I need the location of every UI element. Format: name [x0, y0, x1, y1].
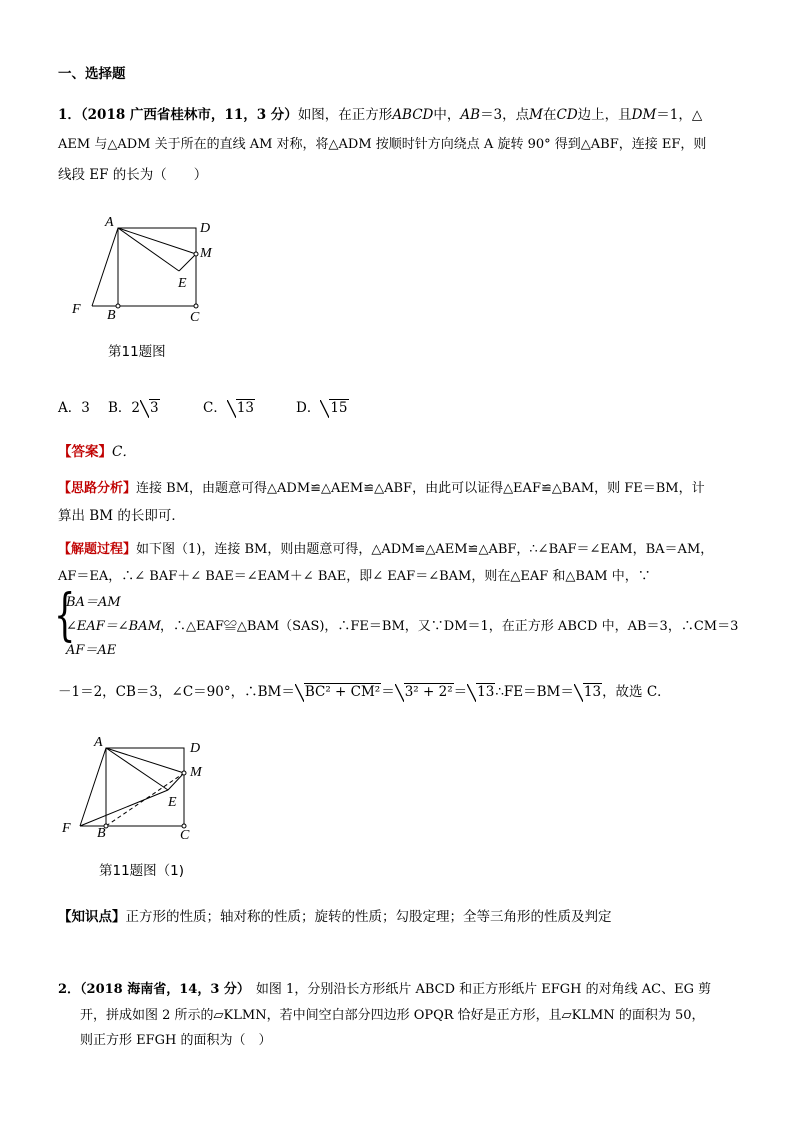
label-d: D: [190, 741, 201, 756]
calc-rad3: 13: [477, 684, 495, 700]
q1-stem-line1: [58, 103, 702, 123]
answer-line: [58, 440, 136, 460]
option-b-rad: 3: [150, 400, 159, 416]
calc-text: ∴FE＝BM＝: [495, 684, 574, 700]
q2-text: 如图 1，分别沿长方形纸片 ABCD 和正方形纸片 EFGH 的对角线 AC、EG 剪: [255, 982, 712, 997]
option-d-label: D．: [296, 400, 321, 416]
system-brace: {: [54, 583, 76, 648]
calc-eq: ＝: [453, 684, 468, 700]
system-eq3: AF＝AE: [66, 643, 117, 658]
label-e: E: [168, 795, 177, 810]
point-m: [182, 771, 186, 775]
q1-stem-line3: 线段 EF 的长为（ ）: [58, 167, 208, 183]
knowledge-text: 正方形的性质；轴对称的性质；旋转的性质；勾股定理；全等三角形的性质及判定: [125, 909, 612, 925]
calc-rad1: BC² + CM²: [304, 684, 381, 700]
system-conclusion: ，∴△EAF≌△BAM（SAS)，∴FE＝BM，又∵DM＝1，在正方形 ABCD 中，AB＝3，∴CM＝3: [160, 619, 739, 634]
answer-tag: 【答案】: [58, 444, 112, 460]
label-f: F: [62, 821, 71, 836]
segment-em: [179, 254, 196, 271]
process-text: 如下图（1)，连接 BM，则由题意可得，△ADM≌△AEM≌△ABF，∴∠BAF＝∠EAM，BA＝AM，: [136, 542, 714, 557]
calc-text: ，故选 C．: [602, 684, 671, 700]
point-c: [194, 304, 198, 308]
option-b-coef: 2: [131, 400, 141, 416]
calc-rad4: 13: [583, 684, 602, 700]
segment-am: [106, 748, 184, 773]
option-d: [296, 396, 349, 416]
label-c: C: [180, 828, 190, 843]
option-c: [203, 396, 255, 416]
figure-caption: 第11题图: [108, 344, 166, 360]
point-b: [116, 304, 120, 308]
label-e: E: [178, 276, 187, 291]
option-c-rad: 13: [236, 400, 255, 416]
segment-af: [92, 228, 118, 306]
label-b: B: [107, 308, 116, 323]
q1-text: ＝3，点: [480, 107, 530, 123]
analysis-line1: [58, 477, 705, 496]
segment-ae: [106, 748, 168, 790]
calc-eq: ＝: [381, 684, 395, 700]
calc-text: －1＝2，CB＝3，∠C＝90°，∴BM＝: [58, 684, 295, 700]
segment-em: [168, 773, 184, 790]
sqrt-symbol: [574, 684, 602, 700]
q1-text: DM: [631, 107, 657, 123]
sqrt-symbol: [320, 400, 348, 416]
sqrt-symbol: [395, 684, 454, 700]
q1-source: （2018 广西省桂林市，11，3 分）: [80, 107, 298, 123]
analysis-tag: 【思路分析】: [58, 481, 137, 496]
option-c-label: C．: [203, 400, 227, 416]
point-m: [194, 252, 198, 256]
label-d: D: [200, 221, 211, 236]
q1-text: ABCD: [392, 107, 434, 123]
answer-text: C．: [112, 444, 136, 460]
label-m: M: [200, 246, 212, 261]
q2-source: （2018 海南省，14，3 分）: [80, 982, 250, 997]
sqrt-symbol: [227, 400, 255, 416]
label-f: F: [72, 302, 81, 317]
q2-line2: 开，拼成如图 2 所示的▱KLMN，若中间空白部分四边形 OPQR 恰好是正方形，且▱KLMN 的面积为 50，: [80, 1008, 705, 1023]
label-a: A: [105, 215, 114, 230]
section-title: 一、选择题: [58, 66, 126, 82]
q2-number: 2．: [58, 982, 81, 997]
q1-text: 中，: [433, 107, 461, 123]
segment-af: [80, 748, 106, 826]
process-line1: [58, 538, 713, 557]
calc-line: [58, 680, 671, 700]
analysis-line2: 算出 BM 的长即可．: [58, 508, 185, 524]
calc-rad2: 3² + 2²: [404, 684, 453, 700]
q1-number: 1．: [58, 107, 81, 123]
option-a: A．3: [58, 400, 90, 416]
q1-text: 如图，在正方形: [297, 107, 393, 123]
square-abcd: [106, 748, 184, 826]
label-m: M: [190, 765, 202, 780]
q1-text: M: [529, 107, 543, 123]
q1-text: 在: [542, 107, 557, 123]
analysis-text: 连接 BM，由题意可得△ADM≌△AEM≌△ABF，由此可以证得△EAF≌△BAM，则 FE＝BM，计: [136, 481, 705, 496]
sqrt-symbol: [467, 684, 495, 700]
option-d-rad: 15: [330, 400, 348, 416]
q1-text: 边上，且: [577, 107, 632, 123]
q1-stem-line2: AEM 与△ADM 关于所在的直线 AM 对称，将△ADM 按顺时针方向绕点 A 旋转 90° 得到△ABF，连接 EF，则: [58, 137, 707, 152]
process-line2: AF＝EA，∴∠ BAF＋∠ BAE＝∠EAM＋∠ BAE，即∠ EAF＝∠BAM，则在△EAF 和△BAM 中，∵: [58, 569, 651, 584]
segment-ae: [118, 228, 179, 271]
sqrt-symbol: [140, 400, 160, 416]
q1-text: AB: [460, 107, 481, 123]
q1-text: ＝1，△: [656, 107, 703, 123]
label-b: B: [97, 826, 106, 841]
segment-am: [118, 228, 196, 254]
label-a: A: [94, 735, 103, 750]
sqrt-symbol: [295, 684, 381, 700]
q2-line1: [58, 978, 711, 997]
process-tag: 【解题过程】: [58, 542, 137, 557]
q2-line3: 则正方形 EFGH 的面积为（ ）: [80, 1033, 272, 1048]
option-b-label: B．: [108, 400, 132, 416]
q1-text: CD: [556, 107, 578, 123]
segment-fe: [80, 790, 168, 826]
option-b: [108, 396, 160, 416]
system-eq2: ∠EAF＝∠BAM: [66, 619, 161, 634]
label-c: C: [190, 310, 200, 325]
knowledge-tag: 【知识点】: [58, 909, 126, 925]
figure-caption: 第11题图（1): [99, 863, 185, 879]
system-eq1: BA＝AM: [66, 595, 121, 610]
knowledge-line: [58, 905, 612, 925]
square-abcd: [118, 228, 196, 306]
